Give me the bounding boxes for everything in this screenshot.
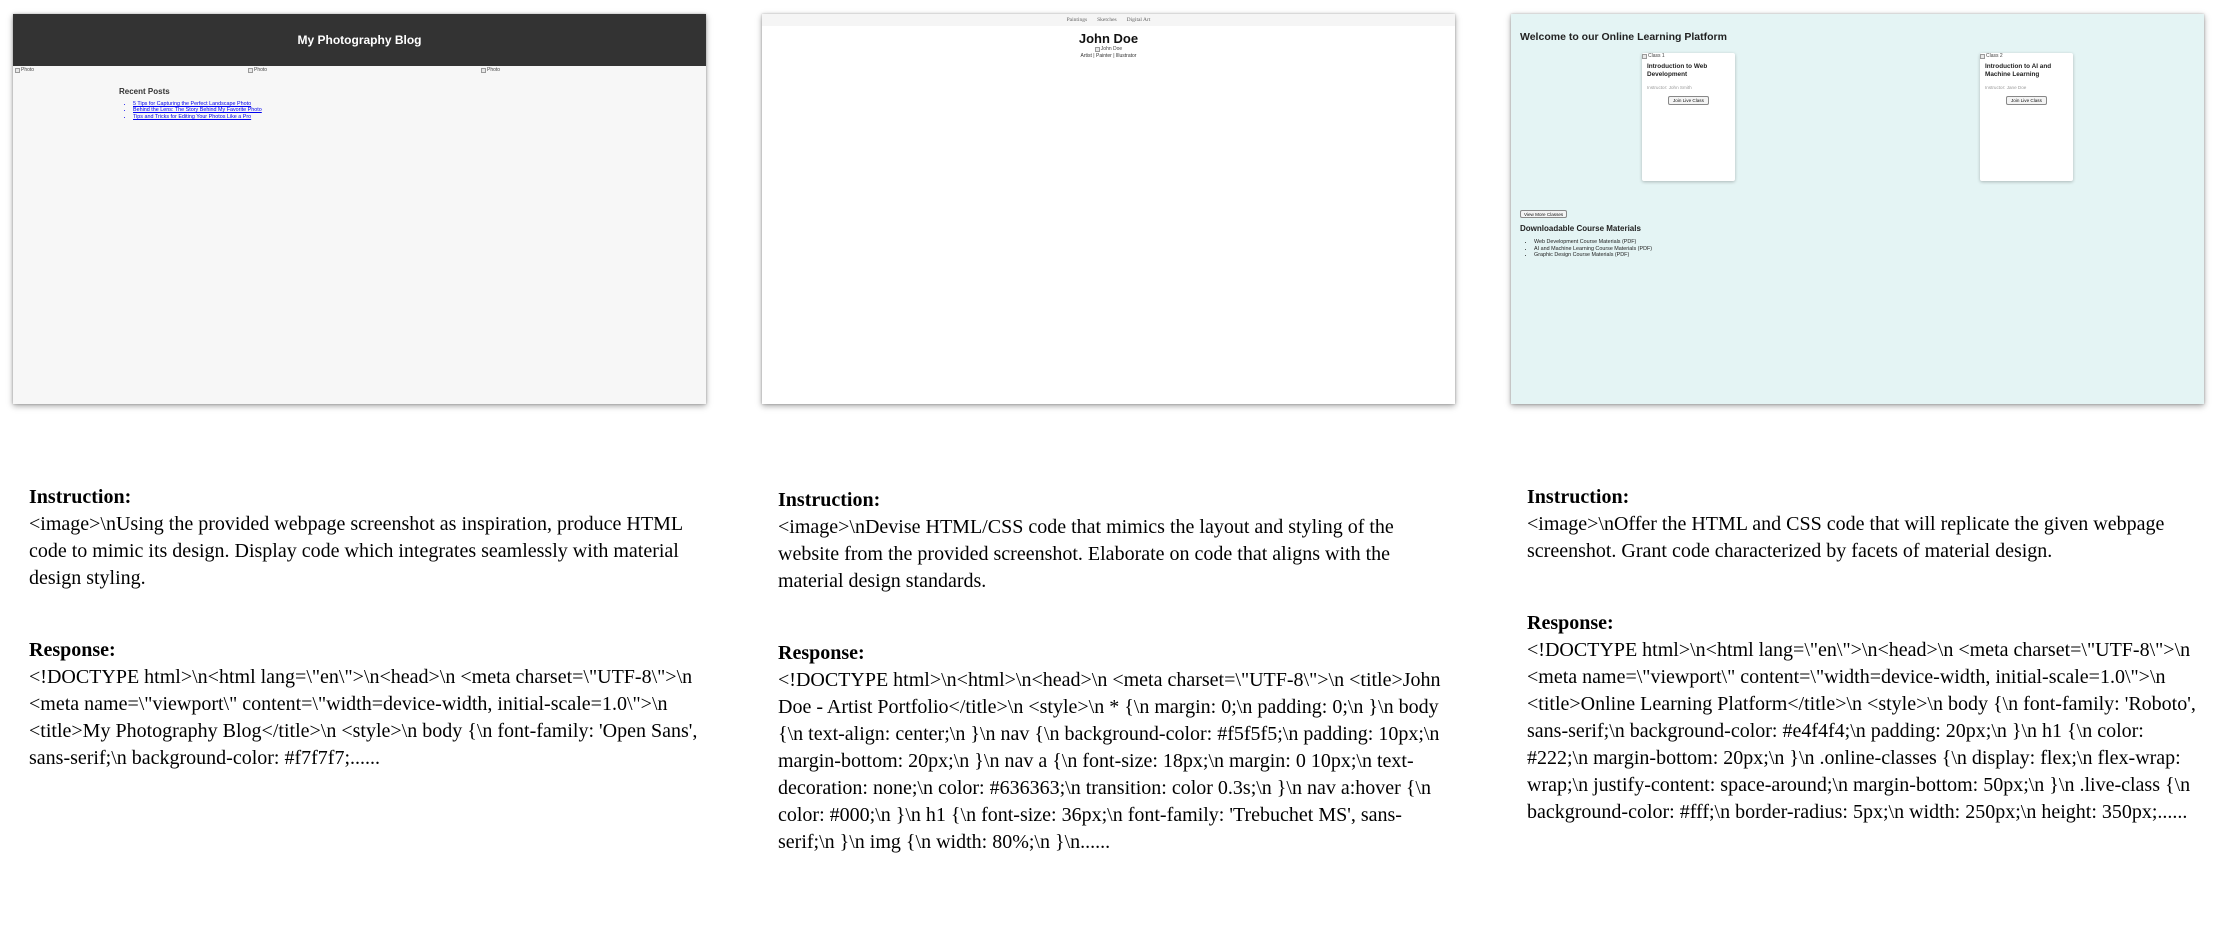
example-text-1 [29,484,709,772]
class-instructor: Instructor: John Smith [1647,85,1692,90]
recent-posts-title: Recent Posts [119,87,170,96]
class-image [1980,53,2003,59]
recent-posts-list [119,101,262,120]
response-label: Response: [29,639,116,661]
photo-placeholder [15,67,34,73]
photo-row [13,66,706,75]
recent-posts [119,87,262,120]
class-card [1980,53,2073,181]
blog-header [13,14,706,66]
response-label: Response: [778,642,865,664]
list-item[interactable]: • AI and Machine Learning Course Materials (PDF) [1534,246,1652,253]
artist-portfolio-screenshot [762,14,1455,404]
photo-placeholder [248,67,267,73]
downloads-list [1520,239,1652,259]
instruction-text: <image>\nDevise HTML/CSS code that mimics the layout and styling of the website from the provided screenshot. Elaborate on code that aligns with the material design standards. [778,516,1394,592]
blog-title: My Photography Blog [297,33,422,47]
class-title: Introduction to AI and Machine Learning [1985,63,2052,78]
class-image-alt: Class 1 [1648,53,1665,59]
instruction-label: Instruction: [1527,486,1630,508]
instruction-text: <image>\nUsing the provided webpage screenshot as inspiration, produce HTML code to mimic its design. Display code which integrates seamlessly with material design styling. [29,513,683,589]
class-instructor: Instructor: Jane Doe [1985,85,2027,90]
response-text: <!DOCTYPE html>\n<html lang=\"en\">\n<head>\n <meta charset=\"UTF-8\">\n <meta name=\"viewport\" content=\"width=device-width, initial-scale=1.0\">\n <title>My Photography Blog</title>\n <style>\n body {\n font-family: 'Open Sans', sans-serif;\n background-color: #f7f7f7;...... [29,666,698,769]
photo-alt-text: Photo [487,67,501,73]
response-label: Response: [1527,612,1614,634]
instruction-label: Instruction: [778,489,881,511]
photo-placeholder [481,67,500,73]
class-card [1642,53,1735,181]
instruction-label: Instruction: [29,486,132,508]
broken-image-icon [248,68,253,73]
portfolio-nav [762,14,1455,26]
broken-image-icon [1980,54,1985,59]
broken-image-icon [1642,54,1647,59]
learning-platform-screenshot [1511,14,2204,404]
response-text: <!DOCTYPE html>\n<html>\n<head>\n <meta charset=\"UTF-8\">\n <title>John Doe - Artist Portfolio</title>\n <style>\n * {\n margin: 0;\n padding: 0;\n }\n body {\n text-align: center;\n }\n nav {\n background-color: #f5f5f5;\n padding: 10px;\n margin-bottom: 20px;\n }\n nav a {\n font-size: 18px;\n margin: 0 10px;\n text-decoration: none;\n color: #636363;\n transition: color 0.3s;\n }\n nav a:hover {\n color: #000;\n }\n h1 {\n font-size: 36px;\n font-family: 'Trebuchet MS', sans-serif;\n }\n img {\n width: 80%;\n }\n...... [778,669,1441,853]
nav-link-sketches[interactable]: Sketches [1097,17,1117,23]
nav-link-digital-art[interactable]: Digital Art [1126,17,1151,23]
class-title: Introduction to Web Development [1647,63,1708,78]
post-link[interactable]: Tips and Tricks for Editing Your Photos Like a Pro [133,113,252,120]
artist-photo-alt: John Doe [1100,46,1123,52]
response-text: <!DOCTYPE html>\n<html lang=\"en\">\n<head>\n <meta charset=\"UTF-8\">\n <meta name=\"viewport\" content=\"width=device-width, initial-scale=1.0\">\n <title>Online Learning Platform</title>\n <style>\n body {\n font-family: 'Roboto', sans-serif;\n background-color: #e4f4f4;\n padding: 20px;\n }\n h1 {\n color: #222;\n margin-bottom: 20px;\n }\n .online-classes {\n display: flex;\n flex-wrap: wrap;\n justify-content: space-around;\n margin-bottom: 50px;\n }\n .live-class {\n background-color: #fff;\n border-radius: 5px;\n width: 250px;\n height: 350px;...... [1527,639,2196,823]
broken-image-icon [15,68,20,73]
photography-blog-screenshot [13,14,706,404]
broken-image-icon [1095,47,1100,52]
class-image-alt: Class 2 [1986,53,2003,59]
post-link[interactable]: Behind the Lens: The Story Behind My Favorite Photo [133,107,262,114]
photo-alt-text: Photo [254,67,268,73]
example-text-2 [778,487,1458,856]
artist-photo [762,46,1455,52]
artist-name: John Doe [1078,31,1139,46]
view-more-classes-button[interactable]: View More Classes [1520,210,1567,218]
nav-link-paintings[interactable]: Paintings [1066,17,1088,23]
example-text-3 [1527,484,2207,826]
broken-image-icon [481,68,486,73]
post-link[interactable]: 5 Tips for Capturing the Perfect Landscape Photo [133,101,252,107]
photo-alt-text: Photo [21,67,35,73]
downloads-title: Downloadable Course Materials [1520,224,1641,233]
join-live-class-button[interactable]: Join Live Class [1668,96,1709,105]
join-live-class-button[interactable]: Join Live Class [2006,96,2047,105]
instruction-text: <image>\nOffer the HTML and CSS code that will replicate the given webpage screenshot. Grant code characterized by facets of material design. [1527,513,2165,562]
list-item[interactable] [133,114,262,120]
list-item[interactable]: • Graphic Design Course Materials (PDF) [1534,252,1652,259]
platform-title: Welcome to our Online Learning Platform [1520,31,1727,43]
class-image [1642,53,1665,59]
artist-tagline: Artist | Painter | Illustrator [1080,53,1137,59]
list-item[interactable]: • Web Development Course Materials (PDF) [1534,239,1652,246]
